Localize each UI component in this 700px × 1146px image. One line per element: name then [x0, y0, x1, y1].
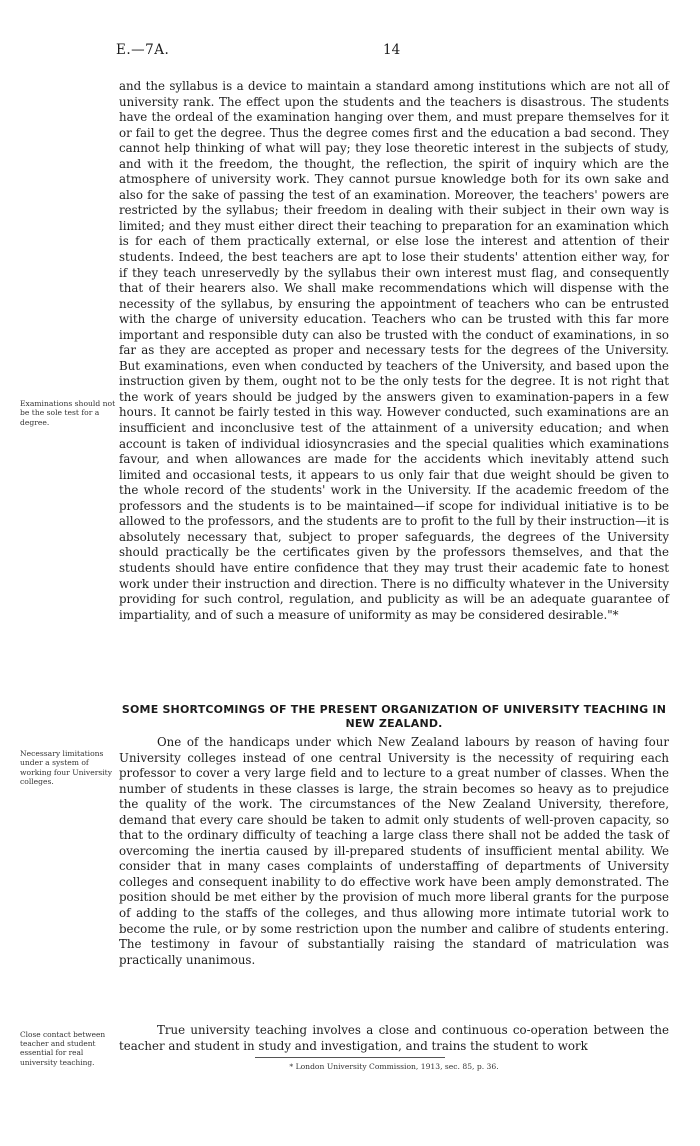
- margin-note-limitations: Necessary limitations under a system of working four University colleges.: [20, 749, 113, 787]
- paragraph-handicaps: One of the handicaps under which New Zealand labours by reason of having four University colleges instead of one central University is the necessity of requiring each professor to cover a very large field and to lecture to a great number of classes. When the number of students in these classes is large, the strain becomes so heavy as to prejudice the quality of the work. The circumstances of the New Zealand University, therefore, demand that every care should be taken to admit only students of well-proven capacity, so that to the ordinary difficulty of teaching a large class there shall not be added the task of overcoming the inertia caused by ill-prepared students of insufficient mental ability. We consider that in many cases complaints of understaffing of departments of University colleges and consequent inability to do effective work have been amply demonstrated. The position should be met either by the provision of much more liberal grants for the purpose of adding to the staffs of the colleges, and thus allowing more intimate tutorial work to become the rule, or by some restriction upon the number and calibre of students entering. The testimony in favour of substantially raising the standard of matriculation was practically unanimous.: [119, 735, 669, 967]
- margin-note-examinations: Examinations should not be the sole test for a degree.: [20, 399, 116, 427]
- body-text-top: [119, 79, 669, 623]
- section-heading: SOME SHORTCOMINGS OF THE PRESENT ORGANIZATION OF UNIVERSITY TEACHING IN NEW ZEALAND.: [121, 703, 667, 730]
- footnote: * London University Commission, 1913, sec. 85, p. 36.: [289, 1062, 499, 1071]
- page-header: [0, 42, 700, 62]
- section-code: E.—7A.: [116, 42, 170, 58]
- paragraph-true-teaching: True university teaching involves a close and continuous co-operation between the teacher and student in study and investigation, and trains the student to work: [119, 1023, 669, 1053]
- page-number: 14: [383, 42, 401, 58]
- footnote-divider: [255, 1057, 445, 1058]
- margin-note-close-contact: Close contact between teacher and student essential for real university teaching.: [20, 1030, 106, 1067]
- paragraph-syllabus: and the syllabus is a device to maintain a standard among institutions which are not all of university rank. The effect upon the students and the teachers is disastrous. The students have the ordeal of the examination hanging over them, and must prepare themselves for it or fail to get the degree. Thus the degree comes first and the education a bad second. They cannot help thinking of what will pay; they lose theoretic interest in the subjects of study, and with it the freedom, the thought, the reflection, the spirit of inquiry which are the atmosphere of university work. They cannot pursue knowledge both for its own sake and also for the sake of passing the test of an examination. Moreover, the teachers' powers are restricted by the syllabus; their freedom in dealing with their subject in their own way is limited; and they must either direct their teaching to preparation for an examination which is for each of them practically external, or else lose the interest and attention of their students. Indeed, the best teachers are apt to lose their students' attention either way, for if they teach unreservedly by the syllabus their own interest must flag, and consequently that of their hearers also. We shall make recommendations which will dispense with the necessity of the syllabus, by ensuring the appointment of teachers who can be entrusted with the charge of university education. Teachers who can be trusted with this far more important and responsible duty can also be trusted with the conduct of examinations, in so far as they are accepted as proper and necessary tests for the degrees of the University. But examinations, even when conducted by teachers of the University, and based upon the instruction given by them, ought not to be the only tests for the degree. It is not right that the work of years should be judged by the answers given to examination-papers in a few hours. It cannot be fairly tested in this way. However conducted, such examinations are an insufficient and inconclusive test of the attainment of a university education; and when account is taken of individual idiosyncrasies and the special qualities which examinations favour, and when allowances are made for the accidents which inevitably attend such limited and occasional tests, it appears to us only fair that due weight should be given to the whole record of the students' work in the University. If the academic freedom of the professors and the students is to be maintained—if scope for individual initiative is to be allowed to the professors, and the students are to profit to the full by their instruction—it is absolutely necessary that, subject to proper safeguards, the degrees of the University should practically be the certificates given by the professors themselves, and that the students should have entire confidence that they may trust their academic fate to honest work under their instruction and direction. There is no difficulty whatever in the University providing for such control, regulation, and publicity as will be an adequate guarantee of impartiality, and of such a measure of uniformity as may be considered desirable."*: [119, 79, 669, 622]
